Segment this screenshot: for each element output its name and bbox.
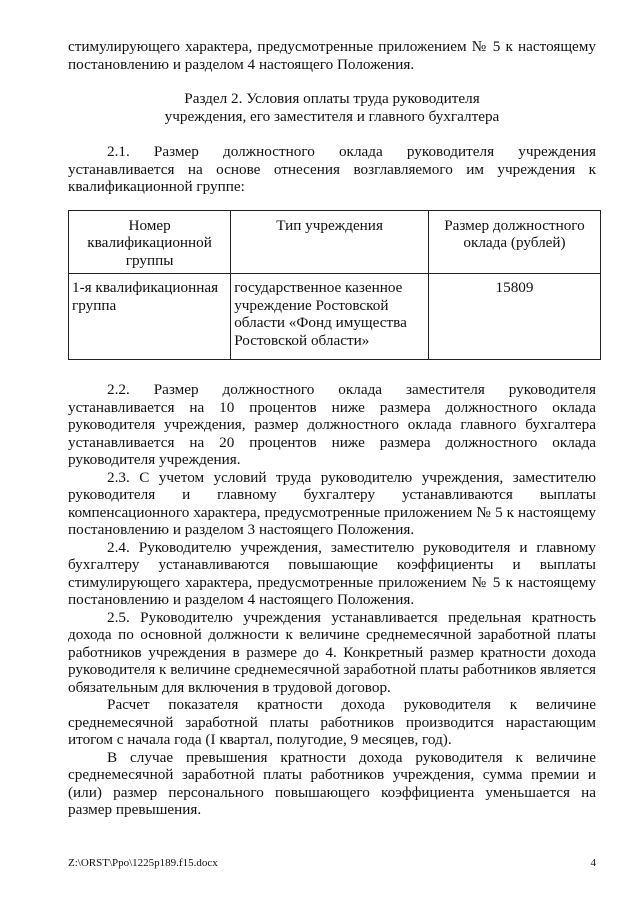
page-number: 4 bbox=[590, 857, 596, 869]
paragraph-excess: В случае превышения кратности дохода руководителя к величине среднемесячной заработной платы работников учреждения, сумма премии и (или) размер персонального повышающего коэффициента уменьшается на размер превышения. bbox=[68, 748, 596, 818]
paragraph-2-2: 2.2. Размер должностного оклада заместителя руководителя устанавливается на 10 процентов ниже размера должностного оклада руководителя учреждения, размер должностного оклада главного бухгалтера устанавливается на 20 процентов ниже размера должностного оклада руководителя учреждения. bbox=[68, 381, 596, 468]
table-header-salary: Размер должностного оклада (рублей) bbox=[428, 210, 600, 274]
paragraph-calculation: Расчет показателя кратности дохода руководителя к величине среднемесячной заработной платы работников производится нарастающим итогом с начала года (I квартал, полугодие, 9 месяцев, год). bbox=[68, 696, 596, 748]
page-footer bbox=[68, 857, 596, 869]
paragraph-2-5: 2.5. Руководителю учреждения устанавливается предельная кратность дохода по основной должности к величине среднемесячной заработной платы работников учреждения в размере до 4. Конкретный размер кратности дохода руководителя к величине среднемесячной заработной платы работников является обязательным для включения в трудовой договор. bbox=[68, 608, 596, 696]
section-heading bbox=[68, 90, 596, 125]
table-header-institution-type: Тип учреждения bbox=[231, 210, 429, 274]
section-title-line2: учреждения, его заместителя и главного бухгалтера bbox=[164, 107, 500, 125]
qualification-table bbox=[68, 210, 601, 361]
table-cell-salary: 15809 bbox=[428, 274, 600, 360]
top-paragraph: стимулирующего характера, предусмотренные приложением № 5 к настоящему постановлению и разделом 4 настоящего Положения. bbox=[68, 38, 596, 73]
document-body bbox=[68, 38, 596, 819]
file-path: Z:\ORST\Ppo\1225p189.f15.docx bbox=[68, 857, 218, 869]
table-header-row bbox=[69, 210, 601, 274]
table-cell-type: государственное казенное учреждение Ростовской области «Фонд имущества Ростовской области» bbox=[231, 274, 429, 360]
table-header-group-number: Номер квалификационной группы bbox=[69, 210, 231, 274]
paragraph-2-4: 2.4. Руководителю учреждения, заместителю руководителя и главному бухгалтеру устанавливаются повышающие коэффициенты и выплаты стимулирующего характера, предусмотренные приложением № 5 к настоящему постановлению и разделом 4 настоящего Положения. bbox=[68, 538, 596, 608]
section-title-line1: Раздел 2. Условия оплаты труда руководителя bbox=[184, 90, 480, 107]
table-cell-group: 1-я квалификационная группа bbox=[69, 274, 231, 360]
table-row bbox=[69, 274, 601, 360]
paragraph-2-3: 2.3. С учетом условий труда руководителю учреждения, заместителю руководителя и главному бухгалтеру устанавливаются выплаты компенсационного характера, предусмотренные приложением № 5 к настоящему постановлению и разделом 3 настоящего Положения. bbox=[68, 468, 596, 538]
paragraph-2-1: 2.1. Размер должностного оклада руководителя учреждения устанавливается на основе отнесения возглавляемого им учреждения к квалификационной группе: bbox=[68, 143, 596, 195]
